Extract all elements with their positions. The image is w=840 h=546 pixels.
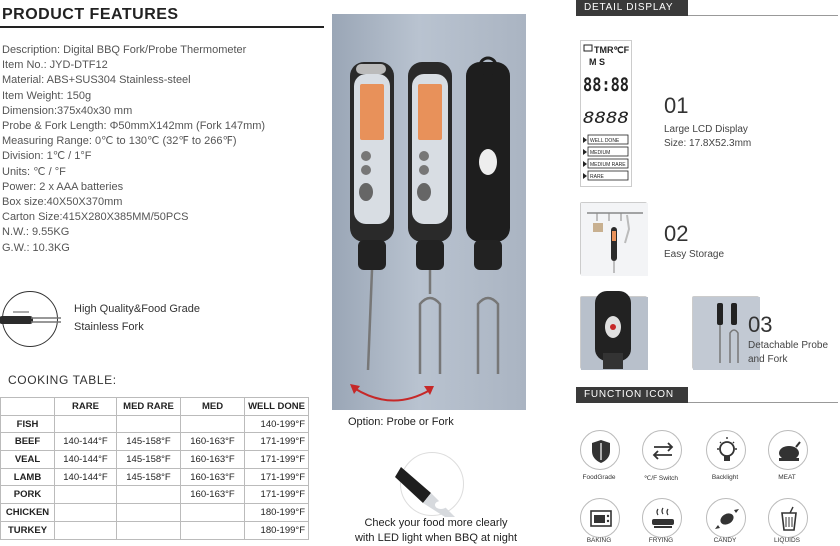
spec-power: Power: 2 x AAA batteries: [2, 180, 124, 193]
lcd-ms-text: M S: [589, 57, 606, 67]
table-cell: CHICKEN: [1, 504, 55, 522]
lcd-secondary-digits: 8888: [583, 108, 629, 127]
thermometer-fork-image: [408, 62, 452, 374]
feature-number: 01: [664, 93, 689, 118]
table-cell: 145-158°F: [117, 468, 181, 486]
spec-material: Material: ABS+SUS304 Stainless-steel: [2, 74, 191, 87]
function-icon-label: Backlight: [711, 474, 739, 481]
lcd-doneness-label: WELL DONE: [590, 138, 620, 144]
function-icon-label: ℃/F Switch: [643, 475, 679, 482]
function-banner-rule: [688, 402, 838, 403]
lightbulb-icon: [706, 430, 746, 470]
table-cell: [55, 521, 117, 539]
switch-arrows-icon: [642, 430, 682, 470]
table-cell: PORK: [1, 486, 55, 504]
detachable-closeup-photo: [580, 296, 647, 369]
table-cell: 160-163°F: [181, 486, 245, 504]
storage-photo: [580, 202, 647, 275]
lcd-doneness-label: MEDIUM RARE: [590, 162, 626, 168]
option-caption: Option: Probe or Fork: [348, 416, 454, 428]
table-cell: 145-158°F: [117, 433, 181, 451]
feature-description: [664, 123, 751, 151]
spec-weight: Item Weight: 150g: [2, 89, 92, 102]
function-icon-banner: FUNCTION ICON: [576, 387, 688, 403]
table-cell: 160-163°F: [181, 451, 245, 469]
table-cell: 140-199°F: [245, 415, 309, 433]
table-cell: 171-199°F: [245, 433, 309, 451]
led-caption: [338, 516, 534, 546]
lcd-display-diagram: [580, 40, 632, 187]
function-icon-label: MEAT: [778, 474, 796, 481]
feature-description: [748, 339, 828, 367]
fork-feature-line-2: Stainless Fork: [74, 321, 144, 333]
lcd-main-digits: 88:88: [583, 74, 629, 96]
feature-line: Large LCD Display: [664, 124, 748, 135]
shield-icon: [580, 430, 620, 470]
thermometer-back-image: [466, 58, 510, 374]
feature-number: 02: [664, 221, 689, 246]
spec-carton-size: Carton Size:415X280X385MM/50PCS: [2, 211, 189, 224]
spec-gross-weight: G.W.: 10.3KG: [2, 241, 70, 254]
function-icon-label: FoodGrade: [582, 474, 616, 481]
led-caption-line-1: Check your food more clearly: [364, 517, 508, 529]
lcd-top-text: TMR℃F: [594, 45, 630, 55]
table-cell: 140-144°F: [55, 451, 117, 469]
table-cell: 145-158°F: [117, 451, 181, 469]
frying-pan-icon: [642, 498, 682, 538]
table-cell: FISH: [1, 415, 55, 433]
fork-feature-text: [74, 300, 200, 336]
page-title: PRODUCT FEATURES: [2, 6, 179, 23]
spec-units: Units: ℃ / °F: [2, 165, 66, 178]
table-cell: [55, 415, 117, 433]
spec-box-size: Box size:40X50X370mm: [2, 196, 123, 209]
title-divider: [0, 26, 324, 28]
table-header-cell: MED: [181, 398, 245, 416]
table-row: [1, 521, 309, 539]
candy-icon: [706, 498, 746, 538]
cooking-table-title: COOKING TABLE:: [8, 373, 117, 387]
table-cell: [55, 504, 117, 522]
table-cell: 171-199°F: [245, 468, 309, 486]
detail-display-banner: DETAIL DISPLAY: [576, 0, 688, 16]
fork-tip-image: [2, 291, 58, 347]
spec-range: Measuring Range: 0℃ to 130℃ (32℉ to 266℉): [2, 135, 237, 148]
feature-line: Easy Storage: [664, 249, 725, 260]
spec-dimension: Dimension:375x40x30 mm: [2, 104, 133, 117]
table-row: [1, 451, 309, 469]
table-cell: 180-199°F: [245, 504, 309, 522]
table-row: [1, 504, 309, 522]
table-cell: [181, 504, 245, 522]
product-photo: [332, 14, 526, 410]
rotate-arrow-icon: [354, 388, 430, 401]
table-row: [1, 433, 309, 451]
feature-line: Size: 17.8X52.3mm: [664, 138, 752, 149]
led-light-image: [400, 452, 464, 516]
spec-description: Description: Digital BBQ Fork/Probe Thermometer: [2, 44, 247, 56]
spec-list: [2, 43, 265, 256]
function-icon-label: FRYING: [648, 537, 674, 544]
function-icon-label: LIQUIDS: [773, 537, 800, 544]
table-cell: TURKEY: [1, 521, 55, 539]
spec-net-weight: N.W.: 9.55KG: [2, 226, 70, 239]
feature-line: and Fork: [748, 354, 788, 365]
function-icon-label: BAKING: [586, 537, 612, 544]
feature-description: [664, 248, 724, 262]
fork-feature-line-1: High Quality&Food Grade: [74, 303, 200, 315]
led-caption-line-2: with LED light when BBQ at night: [354, 532, 518, 544]
table-cell: 171-199°F: [245, 451, 309, 469]
table-header-row: [1, 398, 309, 416]
table-cell: [117, 486, 181, 504]
spec-division: Division: 1℃ / 1°F: [2, 150, 92, 163]
thermometer-probe-image: [350, 62, 394, 370]
table-cell: 160-163°F: [181, 433, 245, 451]
table-header-cell: [1, 398, 55, 416]
cooking-table: [0, 397, 309, 540]
roast-chicken-icon: [768, 430, 808, 470]
table-cell: [117, 415, 181, 433]
table-header-cell: WELL DONE: [245, 398, 309, 416]
lcd-doneness-label: RARE: [590, 174, 604, 180]
detail-banner-rule: [688, 15, 838, 16]
spec-item-no: Item No.: JYD-DTF12: [2, 59, 108, 72]
table-cell: [181, 521, 245, 539]
feature-line: Detachable Probe: [748, 340, 829, 351]
table-cell: [117, 521, 181, 539]
table-cell: 171-199°F: [245, 486, 309, 504]
table-row: [1, 486, 309, 504]
table-cell: 160-163°F: [181, 468, 245, 486]
table-cell: BEEF: [1, 433, 55, 451]
table-cell: [117, 504, 181, 522]
table-cell: VEAL: [1, 451, 55, 469]
lcd-doneness-label: MEDIUM: [590, 150, 611, 156]
feature-number: 03: [748, 312, 773, 337]
table-header-cell: RARE: [55, 398, 117, 416]
table-cell: [55, 486, 117, 504]
table-cell: LAMB: [1, 468, 55, 486]
spec-length: Probe & Fork Length: Φ50mmX142mm (Fork 147mm): [2, 120, 266, 133]
oven-icon: [580, 498, 620, 538]
table-cell: 180-199°F: [245, 521, 309, 539]
table-cell: 140-144°F: [55, 468, 117, 486]
table-cell: [181, 415, 245, 433]
table-row: [1, 415, 309, 433]
table-header-cell: MED RARE: [117, 398, 181, 416]
function-icon-label: CANDY: [713, 537, 737, 544]
table-row: [1, 468, 309, 486]
table-cell: 140-144°F: [55, 433, 117, 451]
cup-icon: [768, 498, 808, 538]
